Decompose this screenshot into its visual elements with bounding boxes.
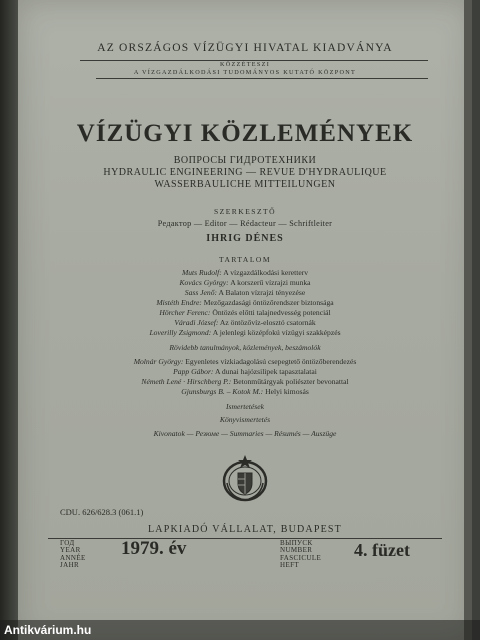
header-rule-bottom [96,78,428,79]
coat-of-arms-emblem [221,453,269,508]
book-reviews-label: Könyvismertetés [219,415,271,424]
publisher-line: AZ ORSZÁGOS VÍZÜGYI HIVATAL KIADVÁNYA [97,42,393,54]
footer-rule [48,538,442,539]
institute-line: A VÍZGAZDÁLKODÁSI TUDOMÁNYOS KUTATÓ KÖZPONT [133,69,357,76]
summaries-line: Kivonatok — Резюме — Summaries — Résumés — Auszüge [153,429,337,438]
toc-short-item: Gjunsburgs B. – Kotok M.: Helyi kimosás [181,387,309,396]
toc-item: Loverilly Zsigmond: A jelenlegi középfokú vízügyi szakképzés [149,328,341,337]
toc-short-item: Németh Lené · Hirschberg P.: Betonműtárgyak poliészter bevonattal [141,377,349,386]
cover-right-edge [464,0,472,640]
toc-item: Kovács György: A korszerű vízrajzi munka [179,278,311,287]
cdu-classification: CDU. 626/628.3 (061.1) [60,507,144,517]
year-labels: ГОД YEAR ANNÉE JAHR [60,539,86,570]
editor-name: IHRIG DÉNES [206,233,284,244]
toc-item: Sass Jenő: A Balaton vízrajzi tényezése [184,288,306,297]
toc-item: Muts Rudolf: A vízgazdálkodási keretterv [181,268,309,277]
toc-short-item: Molnár György: Egyenletes vízkiadagolású csepegtető öntözőberendezés [133,357,357,366]
toc-item: Mistéth Endre: Mezőgazdasági öntözőrendszer biztonsága [156,298,334,307]
short-articles-label: Rövidebb tanulmányok, közlemények, beszámolók [169,343,321,352]
toc-item: Hörcher Ferenc: Öntözés előtti talajnedvesség potenciál [159,308,331,317]
subtitle-german: WASSERBAULICHE MITTEILUNGEN [154,179,336,190]
issue-value: 4. füzet [354,540,410,560]
toc-short-item: Papp Gábor: A dunai hajózsilipek tapasztalatai [173,367,317,376]
subtitle-russian: ВОПРОСЫ ГИДРОТЕХНИКИ [173,155,317,166]
reports-label: Ismertetések [226,402,264,411]
issue-labels: ВЫПУСК NUMBER FASCICULE HEFT [280,539,322,570]
publisher-subline: KÖZZÉTESZI [219,61,271,68]
year-value: 1979. év [121,538,187,559]
toc-item: Váradi József: Az öntözővíz-elosztó csatornák [174,318,316,327]
editor-roles: Редактор — Editor — Rédacteur — Schriftleiter [157,219,333,228]
toc-label: TARTALOM [218,255,271,264]
printer-line: LAPKIADÓ VÁLLALAT, BUDAPEST [148,524,342,535]
editor-label: SZERKESZTŐ [213,207,277,216]
journal-cover [18,0,472,640]
cover-left-shadow [0,0,18,640]
watermark: Antikvárium.hu [0,620,480,640]
journal-title: VÍZÜGYI KÖZLEMÉNYEK [76,120,414,147]
subtitle-english-french: HYDRAULIC ENGINEERING — REVUE D'HYDRAULIQUE [103,167,387,178]
